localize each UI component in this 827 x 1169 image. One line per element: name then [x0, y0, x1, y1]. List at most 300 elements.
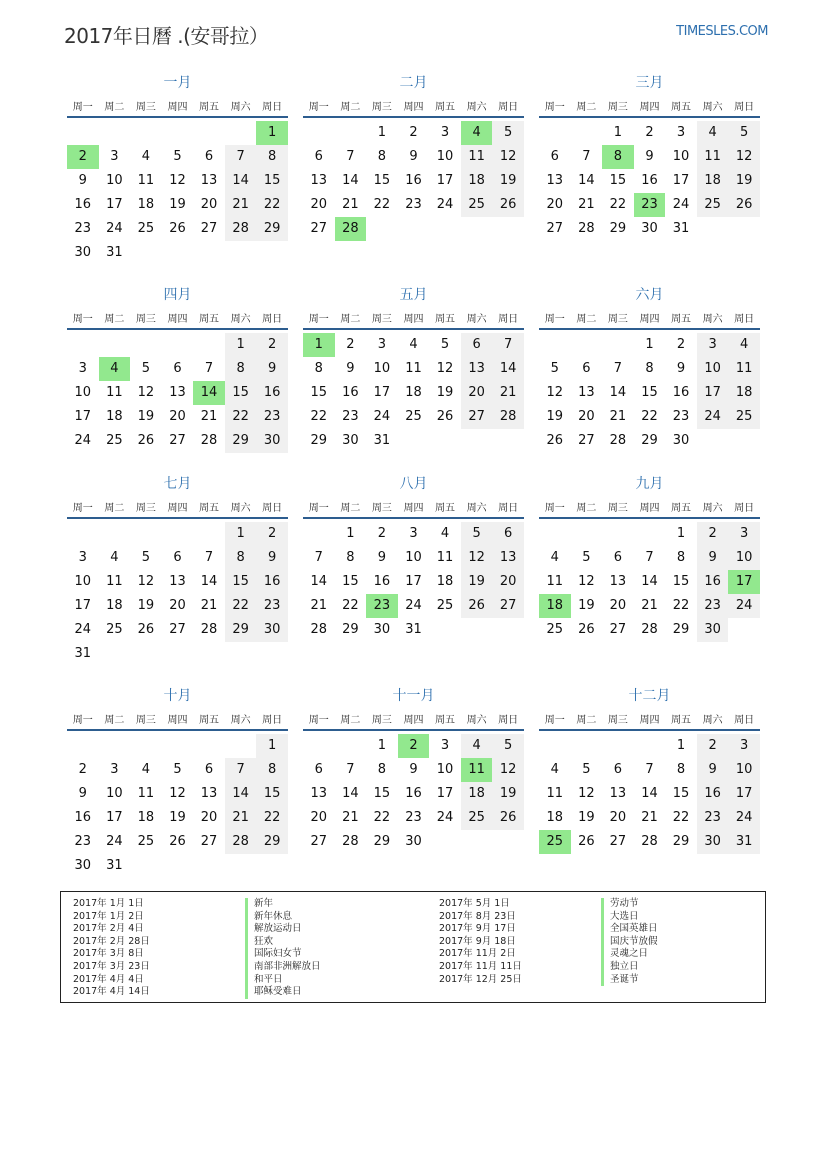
day-cell[interactable]: 20: [310, 197, 328, 212]
day-cell[interactable]: 19: [492, 169, 524, 193]
day-cell[interactable]: 7: [645, 550, 654, 565]
day-cell[interactable]: 26: [137, 622, 155, 637]
day-cell[interactable]: 15: [373, 786, 391, 801]
day-cell[interactable]: 16: [373, 574, 391, 589]
day-cell[interactable]: 26: [137, 433, 155, 448]
day-cell[interactable]: 12: [169, 173, 186, 188]
day-cell[interactable]: 2: [398, 734, 430, 758]
day-cell[interactable]: 15: [256, 782, 288, 806]
day-cell[interactable]: 17: [728, 570, 760, 594]
day-cell[interactable]: 3: [78, 550, 87, 565]
day-cell[interactable]: 23: [697, 806, 729, 830]
day-cell[interactable]: 16: [256, 570, 288, 594]
day-cell[interactable]: 22: [373, 810, 391, 825]
day-cell[interactable]: 7: [492, 333, 524, 357]
day-cell[interactable]: 21: [225, 806, 257, 830]
day-cell[interactable]: 9: [409, 762, 418, 777]
day-cell[interactable]: 7: [225, 145, 257, 169]
day-cell[interactable]: 28: [200, 622, 218, 637]
day-cell[interactable]: 13: [310, 786, 328, 801]
day-cell[interactable]: 19: [137, 409, 155, 424]
day-cell[interactable]: 16: [74, 810, 92, 825]
day-cell[interactable]: 7: [204, 361, 214, 376]
day-cell[interactable]: 16: [256, 381, 288, 405]
day-cell[interactable]: 17: [106, 810, 123, 825]
day-cell[interactable]: 10: [106, 173, 123, 188]
day-cell[interactable]: 9: [256, 357, 288, 381]
day-cell[interactable]: 11: [461, 758, 493, 782]
day-cell[interactable]: 15: [609, 173, 627, 188]
day-cell[interactable]: 18: [461, 782, 493, 806]
day-cell[interactable]: 12: [492, 758, 524, 782]
day-cell[interactable]: 22: [310, 409, 328, 424]
day-cell[interactable]: 27: [310, 221, 328, 236]
day-cell[interactable]: 30: [74, 858, 92, 873]
day-cell[interactable]: 11: [546, 786, 564, 801]
day-cell[interactable]: 12: [728, 145, 760, 169]
day-cell[interactable]: 29: [342, 622, 359, 637]
day-cell[interactable]: 18: [546, 810, 564, 825]
day-cell[interactable]: 5: [582, 550, 591, 565]
day-cell[interactable]: 30: [697, 830, 729, 854]
day-cell[interactable]: 11: [106, 574, 123, 589]
day-cell[interactable]: 8: [645, 361, 654, 376]
day-cell[interactable]: 4: [461, 121, 493, 145]
day-cell[interactable]: 17: [373, 385, 391, 400]
day-cell[interactable]: 7: [645, 762, 654, 777]
day-cell[interactable]: 13: [461, 357, 493, 381]
day-cell[interactable]: 1: [676, 738, 686, 753]
day-cell[interactable]: 12: [578, 786, 595, 801]
day-cell[interactable]: 8: [314, 361, 323, 376]
day-cell[interactable]: 4: [728, 333, 760, 357]
day-cell[interactable]: 8: [377, 762, 387, 777]
day-cell[interactable]: 29: [225, 618, 257, 642]
day-cell[interactable]: 9: [697, 546, 729, 570]
day-cell[interactable]: 5: [440, 337, 450, 352]
day-cell[interactable]: 24: [405, 598, 422, 613]
day-cell[interactable]: 3: [409, 526, 418, 541]
day-cell[interactable]: 3: [728, 734, 760, 758]
day-cell[interactable]: 3: [440, 125, 450, 140]
day-cell[interactable]: 17: [106, 197, 123, 212]
day-cell[interactable]: 5: [550, 361, 559, 376]
day-cell[interactable]: 15: [672, 574, 690, 589]
day-cell[interactable]: 21: [609, 409, 627, 424]
day-cell[interactable]: 19: [492, 782, 524, 806]
day-cell[interactable]: 25: [697, 193, 729, 217]
day-cell[interactable]: 13: [609, 574, 627, 589]
day-cell[interactable]: 23: [342, 409, 359, 424]
day-cell[interactable]: 30: [405, 834, 422, 849]
day-cell[interactable]: 2: [346, 337, 355, 352]
day-cell[interactable]: 20: [546, 197, 564, 212]
day-cell[interactable]: 13: [578, 385, 595, 400]
day-cell[interactable]: 23: [366, 594, 398, 618]
day-cell[interactable]: 16: [641, 173, 658, 188]
day-cell[interactable]: 15: [225, 381, 257, 405]
day-cell[interactable]: 17: [74, 598, 92, 613]
day-cell[interactable]: 14: [609, 385, 627, 400]
day-cell[interactable]: 7: [204, 550, 214, 565]
day-cell[interactable]: 28: [609, 433, 627, 448]
day-cell[interactable]: 24: [106, 834, 123, 849]
day-cell[interactable]: 13: [310, 173, 328, 188]
day-cell[interactable]: 9: [676, 361, 686, 376]
day-cell[interactable]: 25: [405, 409, 422, 424]
day-cell[interactable]: 20: [200, 810, 218, 825]
day-cell[interactable]: 18: [137, 810, 155, 825]
day-cell[interactable]: 22: [609, 197, 627, 212]
day-cell[interactable]: 10: [74, 574, 92, 589]
day-cell[interactable]: 14: [641, 786, 658, 801]
day-cell[interactable]: 4: [461, 734, 493, 758]
day-cell[interactable]: 8: [256, 758, 288, 782]
day-cell[interactable]: 29: [672, 622, 690, 637]
day-cell[interactable]: 19: [728, 169, 760, 193]
day-cell[interactable]: 5: [141, 361, 151, 376]
day-cell[interactable]: 27: [169, 622, 186, 637]
day-cell[interactable]: 9: [256, 546, 288, 570]
day-cell[interactable]: 12: [546, 385, 564, 400]
day-cell[interactable]: 12: [492, 145, 524, 169]
day-cell[interactable]: 5: [492, 121, 524, 145]
day-cell[interactable]: 28: [342, 834, 359, 849]
day-cell[interactable]: 20: [200, 197, 218, 212]
day-cell[interactable]: 9: [78, 173, 87, 188]
day-cell[interactable]: 21: [641, 810, 658, 825]
day-cell[interactable]: 5: [492, 734, 524, 758]
day-cell[interactable]: 2: [697, 734, 729, 758]
day-cell[interactable]: 19: [546, 409, 564, 424]
day-cell[interactable]: 12: [137, 385, 155, 400]
day-cell[interactable]: 15: [641, 385, 658, 400]
day-cell[interactable]: 4: [440, 526, 450, 541]
day-cell[interactable]: 25: [461, 806, 493, 830]
day-cell[interactable]: 4: [550, 550, 559, 565]
day-cell[interactable]: 10: [672, 149, 690, 164]
day-cell[interactable]: 1: [377, 738, 387, 753]
day-cell[interactable]: 26: [169, 221, 186, 236]
day-cell[interactable]: 14: [492, 357, 524, 381]
day-cell[interactable]: 21: [578, 197, 595, 212]
day-cell[interactable]: 8: [225, 357, 257, 381]
day-cell[interactable]: 27: [200, 834, 218, 849]
day-cell[interactable]: 9: [409, 149, 418, 164]
day-cell[interactable]: 1: [613, 125, 623, 140]
day-cell[interactable]: 1: [676, 526, 686, 541]
day-cell[interactable]: 4: [141, 762, 151, 777]
day-cell[interactable]: 19: [578, 810, 595, 825]
day-cell[interactable]: 15: [373, 173, 391, 188]
day-cell[interactable]: 11: [728, 357, 760, 381]
day-cell[interactable]: 22: [672, 810, 690, 825]
day-cell[interactable]: 6: [613, 762, 623, 777]
day-cell[interactable]: 14: [310, 574, 328, 589]
day-cell[interactable]: 24: [728, 806, 760, 830]
day-cell[interactable]: 3: [110, 762, 119, 777]
brand-logo-text[interactable]: TIMESLES.COM: [676, 24, 768, 39]
day-cell[interactable]: 17: [436, 786, 454, 801]
day-cell[interactable]: 6: [461, 333, 493, 357]
day-cell[interactable]: 3: [110, 149, 119, 164]
day-cell[interactable]: 29: [672, 834, 690, 849]
day-cell[interactable]: 22: [342, 598, 359, 613]
day-cell[interactable]: 22: [256, 806, 288, 830]
day-cell[interactable]: 5: [141, 550, 151, 565]
day-cell[interactable]: 29: [310, 433, 328, 448]
day-cell[interactable]: 24: [436, 197, 454, 212]
day-cell[interactable]: 30: [373, 622, 391, 637]
day-cell[interactable]: 6: [550, 149, 559, 164]
day-cell[interactable]: 23: [256, 594, 288, 618]
day-cell[interactable]: 7: [346, 762, 355, 777]
day-cell[interactable]: 18: [697, 169, 729, 193]
day-cell[interactable]: 17: [436, 173, 454, 188]
day-cell[interactable]: 22: [225, 405, 257, 429]
day-cell[interactable]: 3: [728, 522, 760, 546]
day-cell[interactable]: 16: [342, 385, 359, 400]
day-cell[interactable]: 23: [74, 221, 92, 236]
day-cell[interactable]: 24: [106, 221, 123, 236]
day-cell[interactable]: 11: [546, 574, 564, 589]
day-cell[interactable]: 29: [373, 834, 391, 849]
day-cell[interactable]: 12: [461, 546, 493, 570]
day-cell[interactable]: 8: [377, 149, 387, 164]
day-cell[interactable]: 10: [436, 762, 454, 777]
day-cell[interactable]: 12: [137, 574, 155, 589]
day-cell[interactable]: 11: [697, 145, 729, 169]
day-cell[interactable]: 18: [405, 385, 422, 400]
day-cell[interactable]: 1: [377, 125, 387, 140]
day-cell[interactable]: 2: [256, 333, 288, 357]
day-cell[interactable]: 1: [225, 522, 257, 546]
day-cell[interactable]: 23: [634, 193, 666, 217]
day-cell[interactable]: 22: [672, 598, 690, 613]
day-cell[interactable]: 29: [641, 433, 658, 448]
day-cell[interactable]: 6: [204, 149, 214, 164]
day-cell[interactable]: 21: [342, 810, 359, 825]
day-cell[interactable]: 29: [256, 830, 288, 854]
day-cell[interactable]: 28: [641, 622, 658, 637]
day-cell[interactable]: 25: [546, 622, 564, 637]
day-cell[interactable]: 6: [314, 149, 323, 164]
day-cell[interactable]: 31: [672, 221, 690, 236]
day-cell[interactable]: 2: [645, 125, 654, 140]
day-cell[interactable]: 16: [697, 782, 729, 806]
day-cell[interactable]: 31: [373, 433, 391, 448]
day-cell[interactable]: 3: [78, 361, 87, 376]
day-cell[interactable]: 26: [492, 193, 524, 217]
day-cell[interactable]: 19: [436, 385, 454, 400]
day-cell[interactable]: 22: [225, 594, 257, 618]
day-cell[interactable]: 19: [137, 598, 155, 613]
day-cell[interactable]: 25: [106, 622, 123, 637]
day-cell[interactable]: 30: [256, 429, 288, 453]
day-cell[interactable]: 28: [310, 622, 328, 637]
day-cell[interactable]: 28: [335, 217, 367, 241]
day-cell[interactable]: 26: [578, 622, 595, 637]
day-cell[interactable]: 21: [310, 598, 328, 613]
day-cell[interactable]: 2: [67, 145, 99, 169]
day-cell[interactable]: 27: [609, 622, 627, 637]
day-cell[interactable]: 22: [373, 197, 391, 212]
day-cell[interactable]: 8: [346, 550, 355, 565]
day-cell[interactable]: 23: [697, 594, 729, 618]
day-cell[interactable]: 13: [492, 546, 524, 570]
day-cell[interactable]: 27: [546, 221, 564, 236]
day-cell[interactable]: 8: [225, 546, 257, 570]
day-cell[interactable]: 13: [546, 173, 564, 188]
day-cell[interactable]: 10: [106, 786, 123, 801]
day-cell[interactable]: 2: [676, 337, 686, 352]
day-cell[interactable]: 22: [256, 193, 288, 217]
day-cell[interactable]: 21: [225, 193, 257, 217]
day-cell[interactable]: 11: [137, 786, 155, 801]
day-cell[interactable]: 26: [492, 806, 524, 830]
day-cell[interactable]: 18: [728, 381, 760, 405]
day-cell[interactable]: 5: [173, 762, 182, 777]
day-cell[interactable]: 5: [582, 762, 591, 777]
day-cell[interactable]: 3: [440, 738, 450, 753]
day-cell[interactable]: 25: [461, 193, 493, 217]
day-cell[interactable]: 6: [173, 361, 182, 376]
day-cell[interactable]: 28: [578, 221, 595, 236]
day-cell[interactable]: 15: [225, 570, 257, 594]
day-cell[interactable]: 30: [74, 245, 92, 260]
day-cell[interactable]: 14: [193, 381, 225, 405]
day-cell[interactable]: 24: [728, 594, 760, 618]
day-cell[interactable]: 14: [200, 574, 218, 589]
day-cell[interactable]: 11: [461, 145, 493, 169]
day-cell[interactable]: 25: [539, 830, 571, 854]
day-cell[interactable]: 31: [405, 622, 422, 637]
day-cell[interactable]: 10: [436, 149, 454, 164]
day-cell[interactable]: 30: [697, 618, 729, 642]
day-cell[interactable]: 27: [461, 405, 493, 429]
day-cell[interactable]: 31: [106, 858, 123, 873]
day-cell[interactable]: 25: [728, 405, 760, 429]
day-cell[interactable]: 9: [697, 758, 729, 782]
day-cell[interactable]: 29: [225, 429, 257, 453]
day-cell[interactable]: 18: [436, 574, 454, 589]
day-cell[interactable]: 2: [377, 526, 387, 541]
day-cell[interactable]: 24: [74, 433, 92, 448]
day-cell[interactable]: 15: [256, 169, 288, 193]
day-cell[interactable]: 7: [225, 758, 257, 782]
day-cell[interactable]: 26: [461, 594, 493, 618]
day-cell[interactable]: 20: [169, 598, 186, 613]
day-cell[interactable]: 22: [641, 409, 658, 424]
day-cell[interactable]: 11: [405, 361, 422, 376]
day-cell[interactable]: 1: [645, 337, 654, 352]
day-cell[interactable]: 16: [405, 786, 422, 801]
day-cell[interactable]: 24: [672, 197, 690, 212]
day-cell[interactable]: 11: [436, 550, 454, 565]
day-cell[interactable]: 14: [225, 782, 257, 806]
day-cell[interactable]: 15: [342, 574, 359, 589]
day-cell[interactable]: 12: [169, 786, 186, 801]
day-cell[interactable]: 3: [676, 125, 686, 140]
day-cell[interactable]: 4: [110, 550, 119, 565]
day-cell[interactable]: 30: [256, 618, 288, 642]
day-cell[interactable]: 4: [697, 121, 729, 145]
day-cell[interactable]: 1: [346, 526, 355, 541]
day-cell[interactable]: 23: [405, 810, 422, 825]
day-cell[interactable]: 23: [256, 405, 288, 429]
day-cell[interactable]: 21: [200, 409, 218, 424]
day-cell[interactable]: 1: [225, 333, 257, 357]
day-cell[interactable]: 30: [641, 221, 658, 236]
day-cell[interactable]: 6: [314, 762, 323, 777]
day-cell[interactable]: 4: [409, 337, 418, 352]
day-cell[interactable]: 4: [550, 762, 559, 777]
day-cell[interactable]: 7: [314, 550, 323, 565]
day-cell[interactable]: 27: [492, 594, 524, 618]
day-cell[interactable]: 28: [492, 405, 524, 429]
day-cell[interactable]: 8: [256, 145, 288, 169]
day-cell[interactable]: 24: [436, 810, 454, 825]
day-cell[interactable]: 13: [169, 385, 186, 400]
day-cell[interactable]: 28: [200, 433, 218, 448]
day-cell[interactable]: 20: [609, 598, 627, 613]
day-cell[interactable]: 6: [582, 361, 591, 376]
day-cell[interactable]: 2: [256, 522, 288, 546]
day-cell[interactable]: 13: [609, 786, 627, 801]
day-cell[interactable]: 6: [173, 550, 182, 565]
day-cell[interactable]: 3: [697, 333, 729, 357]
day-cell[interactable]: 18: [137, 197, 155, 212]
day-cell[interactable]: 26: [436, 409, 454, 424]
day-cell[interactable]: 18: [539, 594, 571, 618]
day-cell[interactable]: 15: [310, 385, 328, 400]
day-cell[interactable]: 10: [728, 546, 760, 570]
day-cell[interactable]: 13: [169, 574, 186, 589]
day-cell[interactable]: 5: [728, 121, 760, 145]
day-cell[interactable]: 2: [78, 762, 87, 777]
day-cell[interactable]: 24: [74, 622, 92, 637]
day-cell[interactable]: 17: [672, 173, 690, 188]
day-cell[interactable]: 16: [405, 173, 422, 188]
day-cell[interactable]: 28: [641, 834, 658, 849]
day-cell[interactable]: 20: [169, 409, 186, 424]
day-cell[interactable]: 25: [137, 221, 155, 236]
day-cell[interactable]: 3: [377, 337, 387, 352]
day-cell[interactable]: 21: [641, 598, 658, 613]
day-cell[interactable]: 19: [169, 197, 186, 212]
day-cell[interactable]: 24: [697, 405, 729, 429]
day-cell[interactable]: 31: [74, 646, 92, 661]
day-cell[interactable]: 9: [645, 149, 654, 164]
day-cell[interactable]: 19: [169, 810, 186, 825]
day-cell[interactable]: 27: [169, 433, 186, 448]
day-cell[interactable]: 21: [342, 197, 359, 212]
day-cell[interactable]: 1: [303, 333, 335, 357]
day-cell[interactable]: 27: [310, 834, 328, 849]
day-cell[interactable]: 23: [405, 197, 422, 212]
day-cell[interactable]: 20: [461, 381, 493, 405]
day-cell[interactable]: 14: [578, 173, 595, 188]
day-cell[interactable]: 9: [346, 361, 355, 376]
day-cell[interactable]: 29: [256, 217, 288, 241]
day-cell[interactable]: 13: [200, 173, 218, 188]
day-cell[interactable]: 26: [578, 834, 595, 849]
day-cell[interactable]: 8: [676, 550, 686, 565]
day-cell[interactable]: 16: [672, 385, 690, 400]
day-cell[interactable]: 26: [169, 834, 186, 849]
day-cell[interactable]: 18: [106, 409, 123, 424]
day-cell[interactable]: 4: [141, 149, 151, 164]
